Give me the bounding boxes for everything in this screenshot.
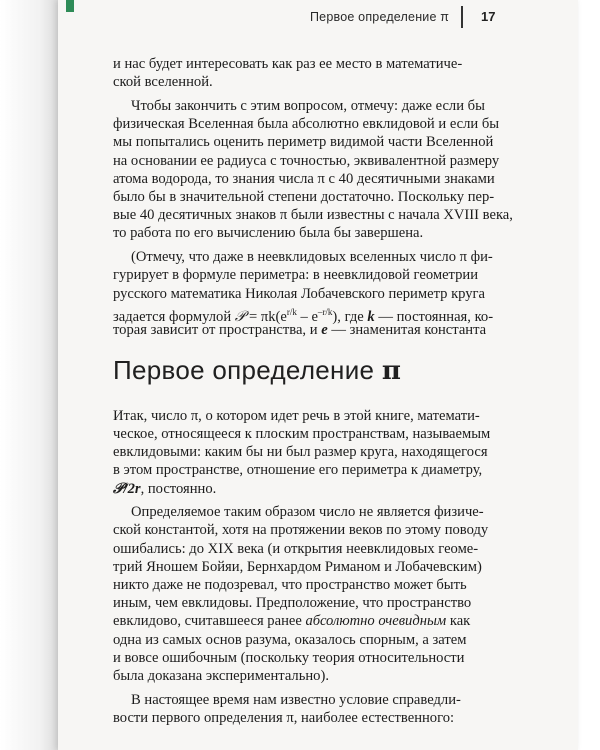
section-heading	[113, 355, 401, 386]
text-span: , постоянно.	[140, 480, 217, 497]
formula-exponent: r/k	[286, 306, 297, 317]
text-line: (Отмечу, что даже в неевклидовых вселенных число π фи-	[131, 249, 493, 266]
pi-symbol: π	[381, 355, 402, 386]
text-line: на основании ее радиуса с точностью, эквивалентной размеру	[113, 152, 500, 169]
text-span: евклидово, считавшееся ранее	[113, 613, 306, 630]
text-line: ошибались: до XIX века (и открытия неевклидовых геоме-	[113, 540, 479, 557]
perimeter-symbol: 𝒫	[234, 308, 246, 325]
text-line: русского математика Николая Лобачевского периметр круга	[113, 285, 486, 302]
text-line: ской вселенной.	[113, 74, 213, 91]
text-line: Итак, число π, о котором идет речь в этой книге, математи-	[113, 407, 480, 424]
page-corner-marker	[66, 0, 74, 12]
text-line: мы попытались оценить периметр видимой части Вселенной	[113, 134, 494, 151]
text-line: атома водорода, то знания числа π с 40 десятичными знаками	[113, 170, 495, 187]
text-line: было бы в значительной степени достаточно. Поскольку пер-	[113, 189, 495, 205]
text-line: евклидовыми: каким бы ни был размер круга, находящегося	[113, 444, 488, 460]
text-span: где	[340, 308, 368, 325]
text-span: — знаменитая константа	[327, 322, 487, 338]
text-line	[113, 479, 216, 499]
text-line	[113, 611, 470, 631]
text-line: в этом пространстве, отношение его периметра к диаметру,	[113, 462, 483, 479]
formula-part: = πk(e	[245, 308, 287, 325]
text-line: ческое, относящееся к плоским пространствам, называемым	[113, 425, 491, 442]
text-line: В настоящее время нам известно условие справедли-	[131, 691, 461, 708]
emphasis-text: абсолютно очевидным	[305, 613, 447, 630]
running-header-title: Первое определение π	[310, 10, 450, 24]
text-line: иным, чем евклидовы. Предположение, что пространство	[113, 595, 472, 612]
variable-e: e	[321, 322, 328, 338]
text-line: гурирует в формуле периметра: в неевклидовой геометрии	[113, 267, 479, 284]
text-line: и нас будет интересовать как раз ее место в математиче-	[113, 56, 463, 72]
variable-k: k	[367, 308, 375, 325]
text-line: была доказана экспериментально).	[113, 668, 329, 685]
text-line: и вовсе ошибочным (поскольку теория относительности	[113, 649, 465, 666]
ratio-formula: 𝒫/2r	[113, 480, 141, 497]
text-span: торая зависит от пространства, и	[113, 322, 322, 338]
text-line: Чтобы закончить с этим вопросом, отмечу: даже если бы	[131, 97, 485, 114]
text-line: никто даже не подозревал, что пространство может быть	[113, 577, 467, 593]
formula-part: – e	[296, 308, 318, 325]
text-span: как	[446, 613, 471, 630]
text-line: то работа по его вычислению была бы завершена.	[113, 225, 424, 242]
text-line: ской константой, хотя на протяжении веков по этому поводу	[113, 522, 489, 539]
text-line: одна из самых основ разума, оказалось спорным, а затем	[113, 631, 467, 648]
text-line: Определяемое таким образом число не является физиче-	[131, 504, 484, 521]
page-number: 17	[481, 9, 496, 24]
text-line: трий Яношем Бойяи, Бернхардом Риманом и Лобачевским)	[113, 558, 482, 575]
heading-text: Первое определение	[113, 354, 382, 385]
text-span: задается формулой	[113, 308, 235, 325]
formula-part: ),	[332, 308, 341, 325]
text-line	[113, 320, 486, 340]
formula-exponent: –r/k	[317, 306, 333, 317]
text-span: — постоянная, ко-	[374, 308, 494, 325]
text-line: вые 40 десятичных знаков π были известны с начала XVIII века,	[113, 207, 513, 224]
book-gutter	[0, 0, 58, 750]
text-line: вости первого определения π, наиболее естественного:	[113, 710, 455, 726]
header-divider	[461, 6, 463, 28]
text-line: физическая Вселенная была абсолютно евклидовой и если бы	[113, 116, 500, 133]
